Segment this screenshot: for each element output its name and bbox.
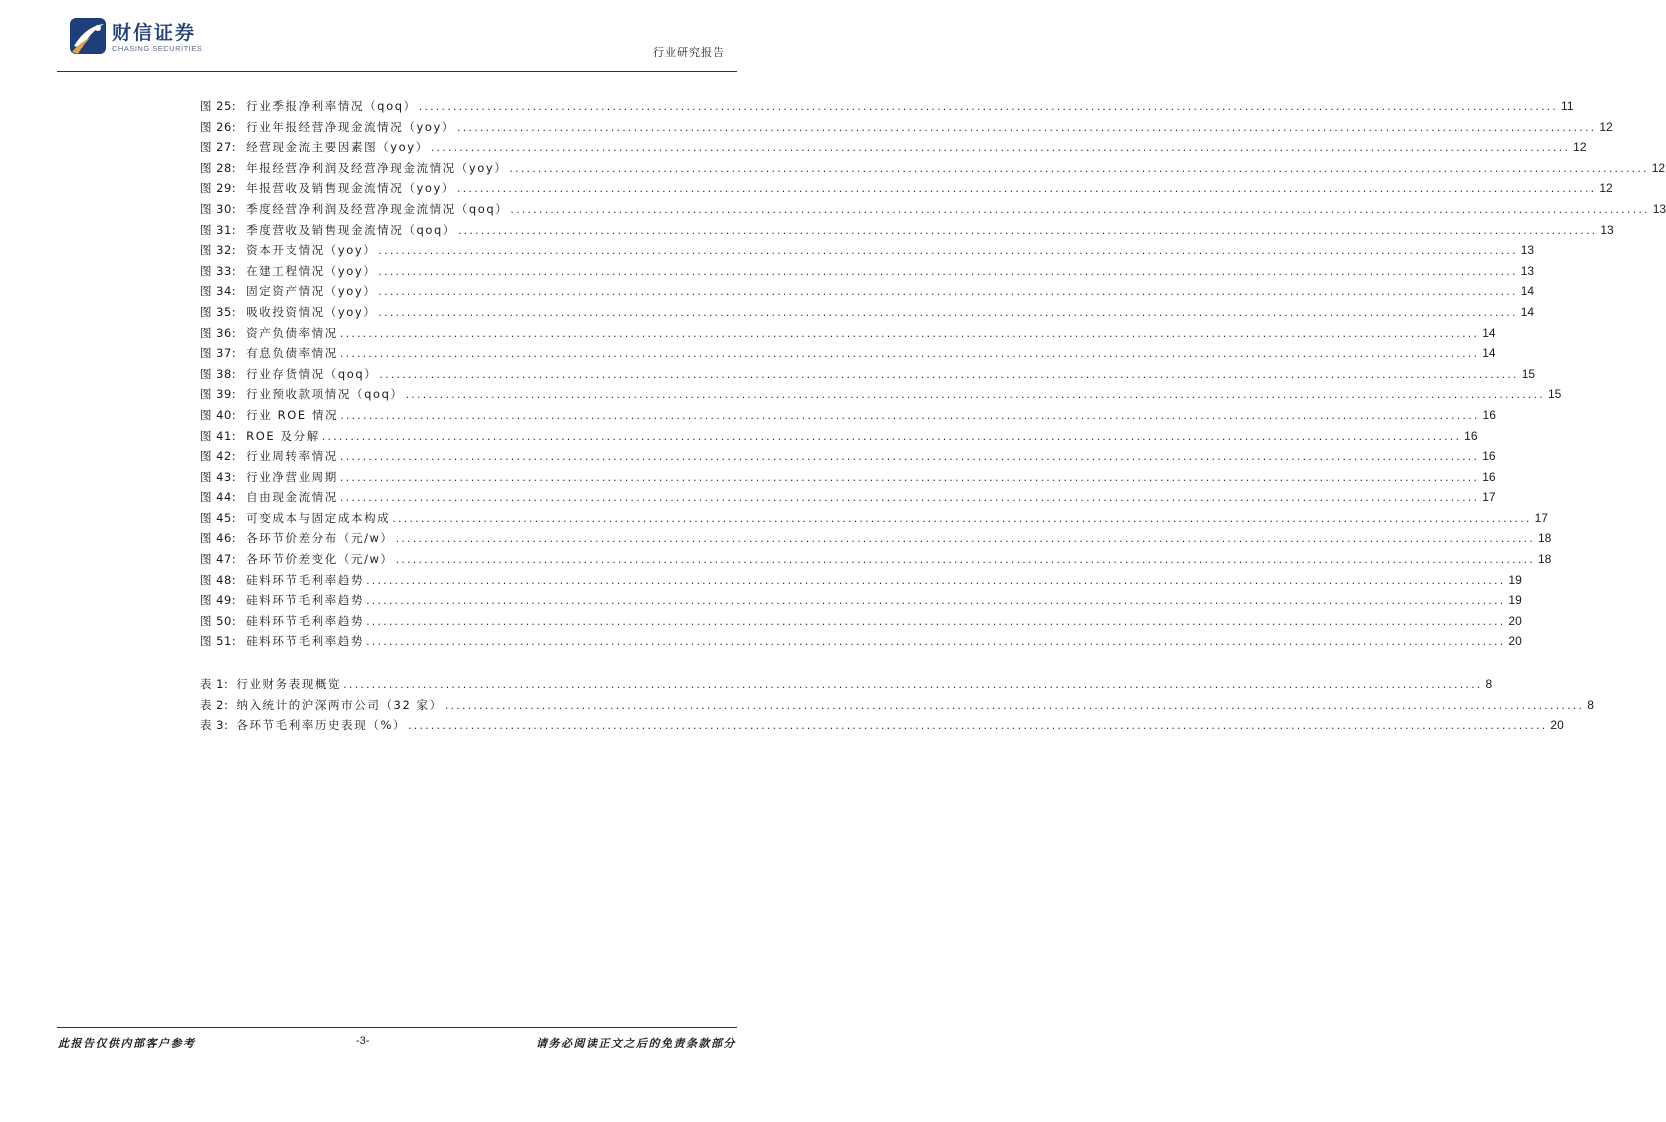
leader-dots: ........................................................................................................................................................................................................ [343, 678, 1483, 691]
leader-dots: ........................................................................................................................................................................................................ [430, 141, 1571, 155]
entry-page: 17 [1482, 490, 1496, 505]
entry-page: 12 [1573, 140, 1587, 155]
entry-page: 18 [1537, 531, 1552, 546]
entry-page: 14 [1482, 325, 1496, 340]
entry-title: 硅料环节毛利率趋势 [246, 613, 365, 628]
entry-label: 表 2: [200, 697, 229, 712]
entry-title: 行业预收款项情况（qoq） [246, 387, 404, 402]
leader-dots: ........................................................................................................................................................................................................ [395, 553, 1535, 567]
entry-page: 11 [1561, 99, 1574, 113]
entry-label: 图 26: [200, 119, 237, 134]
leader-dots: ........................................................................................................................................................................................................ [378, 305, 1518, 319]
entry-page: 14 [1520, 284, 1535, 299]
logo-chinese-name: 财信证券 [112, 22, 197, 44]
entry-page: 17 [1534, 510, 1548, 525]
entry-title: 经营现金流主要因素图（yoy） [246, 140, 429, 155]
company-logo [68, 16, 208, 60]
figure-entry[interactable] [200, 222, 1614, 243]
entry-label: 图 25: [200, 99, 237, 113]
leader-dots: ........................................................................................................................................................................................................ [378, 285, 1518, 299]
leader-dots: ........................................................................................................................................................................................................ [405, 388, 1545, 402]
leader-dots: ........................................................................................................................................................................................................ [509, 161, 1649, 175]
entry-title: 季度营收及销售现金流情况（qoq） [246, 222, 457, 237]
figure-entry[interactable] [200, 119, 1613, 140]
leader-dots: ........................................................................................................................................................................................................ [379, 367, 1519, 381]
entry-label: 图 45: [200, 510, 237, 525]
figure-entry[interactable] [200, 386, 1562, 407]
entry-title: 硅料环节毛利率趋势 [246, 572, 365, 587]
leader-dots: ........................................................................................................................................................................................................ [366, 614, 1506, 628]
figure-entry[interactable] [200, 510, 1548, 531]
leader-dots: ........................................................................................................................................................................................................ [366, 573, 1506, 587]
figure-entry[interactable] [200, 407, 1496, 428]
leader-dots: ........................................................................................................................................................................................................ [366, 594, 1506, 608]
table-entry[interactable] [200, 717, 1564, 738]
entry-label: 图 39: [200, 387, 237, 402]
table-entry[interactable] [200, 697, 1594, 718]
leader-dots: ........................................................................................................................................................................................................ [392, 511, 1532, 525]
entry-title: 行业存货情况（qoq） [246, 366, 378, 381]
leader-dots: ........................................................................................................................................................................................................ [339, 326, 1480, 340]
figure-entry[interactable] [200, 633, 1522, 654]
entry-title: 行业财务表现概览 [236, 677, 342, 691]
leader-dots: ........................................................................................................................................................................................................ [339, 491, 1480, 505]
entry-label: 图 44: [200, 490, 237, 505]
entry-page: 19 [1508, 572, 1522, 587]
entry-title: 行业净营业周期 [246, 469, 338, 484]
entry-title: 年报经营净利润及经营净现金流情况（yoy） [246, 160, 508, 175]
entry-title: 资产负债率情况 [246, 325, 338, 340]
entry-label: 表 3: [200, 718, 229, 733]
figure-entry[interactable] [200, 489, 1496, 510]
entry-title: 行业季报净利率情况（qoq） [246, 99, 417, 113]
table-entry[interactable] [200, 676, 1493, 697]
report-type: 行业研究报告 [653, 46, 725, 59]
entry-title: 固定资产情况（yoy） [246, 284, 377, 299]
figure-list [200, 98, 1666, 654]
entry-title: 硅料环节毛利率趋势 [246, 634, 365, 649]
entry-page: 18 [1537, 552, 1552, 567]
leader-dots: ........................................................................................................................................................................................................ [321, 429, 1462, 443]
entry-page: 12 [1599, 181, 1613, 196]
entry-page: 13 [1652, 201, 1666, 216]
table-list [200, 676, 1594, 738]
leader-dots: ........................................................................................................................................................................................................ [340, 408, 1480, 422]
entry-title: 硅料环节毛利率趋势 [246, 593, 365, 608]
leader-dots: ........................................................................................................................................................................................................ [339, 347, 1480, 361]
figure-entry[interactable] [200, 613, 1522, 634]
entry-page: 13 [1600, 222, 1614, 237]
entry-label: 图 46: [200, 531, 237, 546]
leader-dots: ........................................................................................................................................................................................................ [457, 120, 1597, 134]
chasing-securities-logo-icon [68, 16, 108, 56]
entry-label: 图 36: [200, 325, 237, 340]
entry-page: 19 [1508, 593, 1522, 608]
figure-entry[interactable] [200, 551, 1552, 572]
entry-page: 15 [1547, 387, 1562, 402]
leader-dots: ........................................................................................................................................................................................................ [444, 698, 1585, 712]
entry-title: 各环节毛利率历史表现（%） [236, 718, 407, 733]
entry-label: 图 37: [200, 346, 237, 361]
entry-title: ROE 及分解 [246, 428, 320, 443]
figure-entry[interactable] [200, 469, 1496, 490]
entry-page: 20 [1550, 718, 1564, 733]
entry-label: 图 35: [200, 304, 237, 319]
entry-label: 图 47: [200, 552, 237, 567]
leader-dots: ........................................................................................................................................................................................................ [395, 532, 1535, 546]
entry-title: 季度经营净利润及经营净现金流情况（qoq） [246, 201, 509, 216]
figure-entry[interactable] [200, 242, 1535, 263]
figure-entry[interactable] [200, 263, 1535, 284]
entry-label: 图 34: [200, 284, 237, 299]
footer-disclaimer: 此报告仅供内部客户参考 [58, 1037, 196, 1050]
entry-label: 图 28: [200, 160, 237, 175]
entry-title: 可变成本与固定成本构成 [246, 510, 391, 525]
figure-entry[interactable] [200, 304, 1535, 325]
entry-title: 行业年报经营净现金流情况（yoy） [246, 119, 456, 134]
figure-entry[interactable] [200, 160, 1666, 181]
entry-page: 13 [1520, 243, 1535, 258]
figure-entry[interactable] [200, 428, 1478, 449]
entry-title: 行业 ROE 情况 [246, 407, 339, 422]
entry-label: 图 42: [200, 449, 237, 464]
entry-page: 14 [1520, 304, 1535, 319]
leader-dots: ........................................................................................................................................................................................................ [378, 264, 1518, 278]
entry-label: 图 32: [200, 243, 237, 258]
entry-label: 表 1: [200, 677, 229, 691]
entry-page: 16 [1482, 469, 1496, 484]
entry-label: 图 29: [200, 181, 237, 196]
header-divider [57, 71, 737, 72]
entry-page: 13 [1520, 263, 1535, 278]
entry-title: 纳入统计的沪深两市公司（32 家） [236, 697, 443, 712]
figure-entry[interactable] [200, 530, 1552, 551]
entry-label: 图 40: [200, 407, 237, 422]
logo-english-name: CHASING SECURITIES [112, 44, 203, 53]
entry-page: 8 [1485, 677, 1493, 691]
entry-title: 各环节价差分布（元/w） [246, 531, 394, 546]
figure-entry[interactable] [200, 325, 1496, 346]
leader-dots: ........................................................................................................................................................................................................ [418, 100, 1559, 113]
leader-dots: ........................................................................................................................................................................................................ [408, 719, 1548, 733]
entry-title: 自由现金流情况 [246, 490, 338, 505]
entry-title: 在建工程情况（yoy） [246, 263, 377, 278]
entry-page: 12 [1599, 119, 1613, 134]
entry-title: 资本开支情况（yoy） [246, 243, 377, 258]
leader-dots: ........................................................................................................................................................................................................ [378, 244, 1518, 258]
entry-title: 行业周转率情况 [246, 449, 338, 464]
entry-page: 16 [1464, 428, 1478, 443]
figure-entry[interactable] [200, 98, 1574, 119]
entry-title: 吸收投资情况（yoy） [246, 304, 377, 319]
entry-label: 图 41: [200, 428, 237, 443]
entry-page: 16 [1482, 407, 1496, 422]
footer-divider [57, 1027, 737, 1028]
entry-label: 图 27: [200, 140, 237, 155]
entry-page: 15 [1521, 366, 1536, 381]
entry-page: 20 [1508, 634, 1522, 649]
entry-label: 图 30: [200, 201, 237, 216]
entry-label: 图 51: [200, 634, 237, 649]
leader-dots: ........................................................................................................................................................................................................ [339, 450, 1480, 464]
leader-dots: ........................................................................................................................................................................................................ [458, 223, 1598, 237]
entry-page: 14 [1482, 346, 1496, 361]
figure-entry[interactable] [200, 201, 1666, 222]
entry-page: 20 [1508, 613, 1522, 628]
leader-dots: ........................................................................................................................................................................................................ [339, 470, 1480, 484]
entry-label: 图 33: [200, 263, 237, 278]
figure-entry[interactable] [200, 345, 1496, 366]
entry-page: 8 [1587, 697, 1594, 712]
footer-notice: 请务必阅读正文之后的免责条款部分 [536, 1037, 736, 1050]
entry-title: 有息负债率情况 [246, 346, 338, 361]
figure-entry[interactable] [200, 366, 1536, 387]
entry-label: 图 50: [200, 613, 237, 628]
entry-page: 12 [1651, 160, 1666, 175]
leader-dots: ........................................................................................................................................................................................................ [510, 202, 1650, 216]
leader-dots: ........................................................................................................................................................................................................ [457, 182, 1597, 196]
figure-entry[interactable] [200, 139, 1587, 160]
figure-entry[interactable] [200, 592, 1522, 613]
entry-label: 图 43: [200, 469, 237, 484]
leader-dots: ........................................................................................................................................................................................................ [366, 635, 1506, 649]
figure-entry[interactable] [200, 448, 1496, 469]
entry-label: 图 38: [200, 366, 237, 381]
entry-title: 年报营收及销售现金流情况（yoy） [246, 181, 456, 196]
entry-label: 图 31: [200, 222, 237, 237]
entry-label: 图 49: [200, 593, 237, 608]
figure-entry[interactable] [200, 180, 1613, 201]
entry-page: 16 [1482, 449, 1496, 464]
page-number: -3- [356, 1035, 370, 1047]
figure-entry[interactable] [200, 283, 1535, 304]
entry-label: 图 48: [200, 572, 237, 587]
figure-entry[interactable] [200, 572, 1522, 593]
entry-title: 各环节价差变化（元/w） [246, 552, 394, 567]
